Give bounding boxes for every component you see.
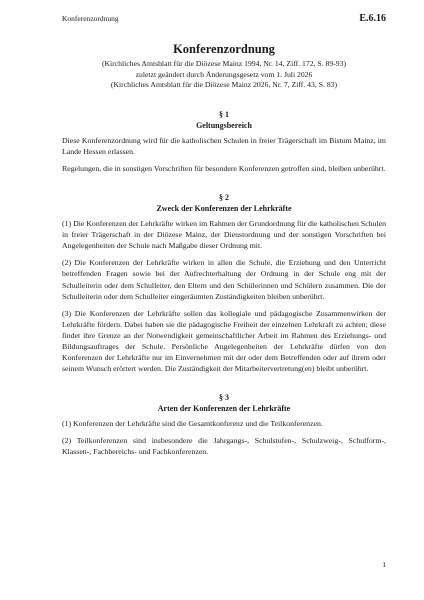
- page-title: Konferenzordnung: [173, 42, 275, 56]
- section-3: [62, 392, 386, 457]
- section-title: Arten der Konferenzen der Lehrkräfte: [157, 404, 291, 414]
- paragraph: (1) Die Konferenzen der Lehrkräfte wirken im Rahmen der Grundordnung für die katholischen Schulen in freier Trägerschaft in der Diözese Mainz, der Dienstordnung und der sonstigen Vorschriften bei Angelegenheiten der Schule nach Maßgabe dieser Ordnung mit.: [62, 219, 386, 251]
- paragraph: (1) Konferenzen der Lehrkräfte sind die Gesamtkonferenz und die Teilkonferenzen.: [62, 419, 323, 429]
- paragraph: (3) Die Konferenzen der Lehrkräfte sollen das kollegiale und pädagogische Zusammenwirken der Lehrkräfte fördern. Dabei haben sie die pädagogische Freiheit der einzelnen Lehrkraft zu achten; diese findet ihre Grenze an der Notwendigkeit gemeinschaftlicher Arbeit im Rahmen des Erziehungs- und Bildungsauftrages der Schule. Persönliche Angelegenheiten der Lehrkräfte dürfen von den Konferenzen der Lehrkräfte nur im Einvernehmen mit der oder dem Betreffenden oder auf ihrem oder seinem Wunsch erörtert werden. Die Zuständigkeit der Mitarbeitervertretung(en) bleibt unberührt.: [62, 308, 386, 374]
- publication-info: [62, 59, 386, 91]
- section-title: Geltungsbereich: [196, 120, 252, 130]
- paragraph: (2) Teilkonferenzen sind insbesondere die Jahrgangs-, Schulstufen-, Schulzweig-, Schulform-, Klassen-, Fachbereichs- und Fachkonferenzen.: [62, 436, 386, 457]
- paragraph: Regelungen, die in sonstigen Vorschriften für besondere Konferenzen getroffen sind, bleiben unberührt.: [62, 163, 386, 173]
- paragraph: Diese Konferenzordnung wird für die katholischen Schulen in freier Trägerschaft im Bistum Mainz, im Lande Hessen erlassen.: [62, 135, 386, 156]
- section-title: Zweck der Konferenzen der Lehrkräfte: [156, 204, 292, 214]
- running-header-title: Konferenzordnung: [62, 14, 119, 23]
- document-code: E.6.16: [359, 13, 386, 24]
- paragraph: (2) Die Konferenzen der Lehrkräfte wirken in allen die Schule, die Erziehung und den Unterricht betreffenden Fragen sowie bei der Aufrechterhaltung der Ordnung in der Schule eng mit der Schulleiterin oder dem Schulleiter, den Eltern und den Schülerinnen und Schülern zusammen. Die der Schulleiterin oder dem Schulleiter eingeräumten Zuständigkeiten bleiben unberührt.: [62, 258, 386, 301]
- amendment-line: zuletzt geändert durch Änderungsgesetz vom 1. Juli 2026: [135, 69, 313, 79]
- section-number: § 1: [219, 109, 229, 119]
- section-1: [62, 109, 386, 174]
- section-2: [62, 192, 386, 374]
- document-body: [62, 41, 386, 464]
- publication-line: (Kirchliches Amtsblatt für die Diözese Mainz 1994, Nr. 14, Ziff. 172, S. 89-93): [101, 59, 347, 68]
- section-number: § 2: [219, 193, 229, 203]
- section-number: § 3: [219, 393, 229, 403]
- page-number: 1: [382, 560, 386, 569]
- amendment-source-line: (Kirchliches Amtsblatt für die Diözese Mainz 2026, Nr. 7, Ziff. 43, S. 83): [110, 80, 338, 90]
